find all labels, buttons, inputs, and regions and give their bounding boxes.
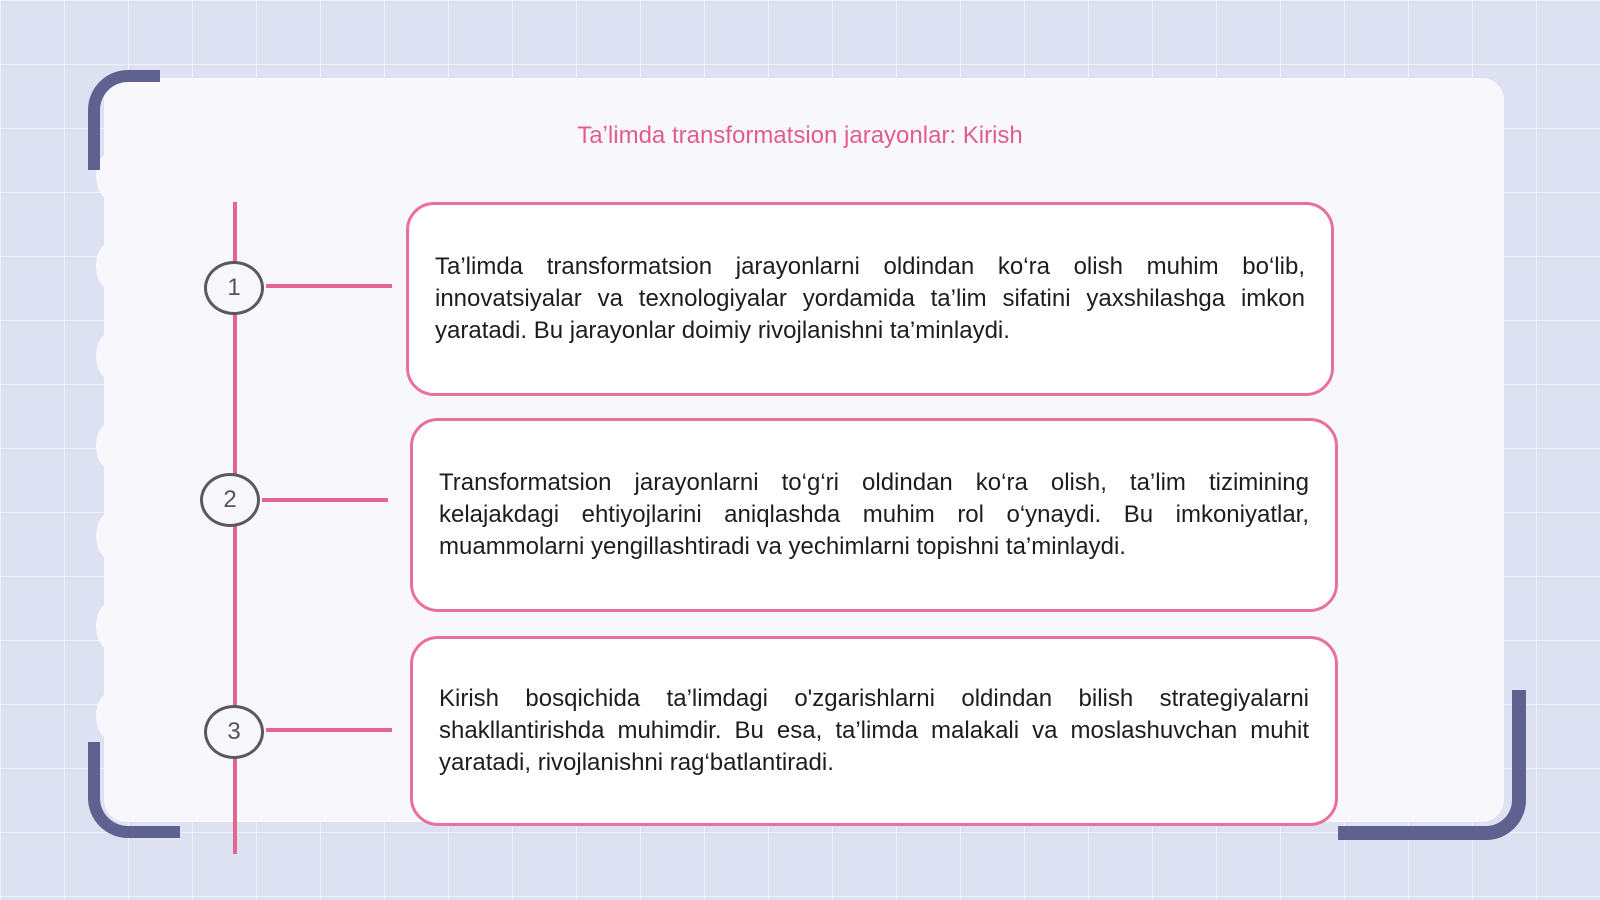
slide-title: Taʼlimda transformatsion jarayonlar: Kirish xyxy=(577,122,1023,149)
card-scallop-edge xyxy=(96,512,126,560)
step-card-2 xyxy=(410,418,1338,612)
step-card-1 xyxy=(406,202,1334,396)
frame-corner-top-left xyxy=(88,70,160,170)
step-card-3 xyxy=(410,636,1338,826)
card-scallop-edge xyxy=(96,602,126,650)
step-number-badge-2: 2 xyxy=(200,473,260,527)
card-scallop-edge xyxy=(96,242,126,290)
frame-corner-bottom-right xyxy=(1338,690,1526,840)
card-scallop-edge xyxy=(96,332,126,380)
card-scallop-edge xyxy=(96,422,126,470)
step-text-2: Transformatsion jarayonlarni to‘g‘ri oldindan ko‘ra olish, ta’lim tizimining kelajakdagi ehtiyojlarini aniqlashda muhim rol o‘ynaydi. Bu imkoniyatlar, muammolarni yengillashtiradi va yechimlarni topishni ta’minlaydi. xyxy=(439,469,1309,560)
step-number-badge-1: 1 xyxy=(204,261,264,315)
timeline-connector-3 xyxy=(266,728,392,732)
timeline-connector-2 xyxy=(262,498,388,502)
timeline-connector-1 xyxy=(266,284,392,288)
step-number-badge-3: 3 xyxy=(204,705,264,759)
step-text-3: Kirish bosqichida ta’limdagi o'zgarishlarni oldindan bilish strategiyalarni shakllantirishda muhimdir. Bu esa, ta’limda malakali va moslashuvchan muhit yaratadi, rivojlanishni rag‘batlantiradi. xyxy=(439,685,1309,776)
card-scallop-edge xyxy=(96,692,126,740)
frame-corner-bottom-left xyxy=(88,742,180,838)
step-text-1: Ta’limda transformatsion jarayonlarni oldindan ko‘ra olish muhim bo‘lib, innovatsiyalar va texnologiyalar yordamida ta’lim sifatini yaxshilashga imkon yaratadi. Bu jarayonlar doimiy rivojlanishni ta’minlaydi. xyxy=(435,253,1305,344)
